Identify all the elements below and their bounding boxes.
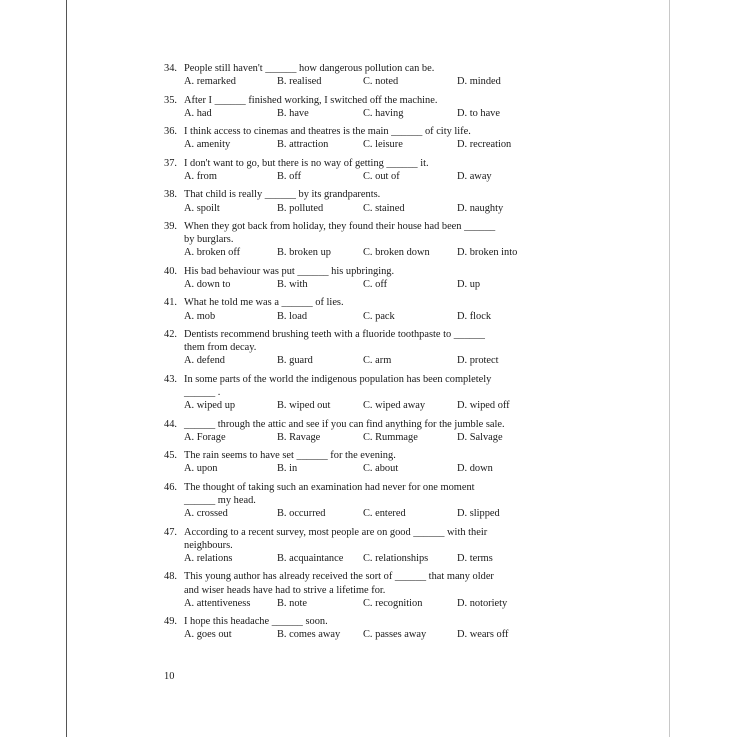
question-text: After I ______ finished working, I switched off the machine. bbox=[184, 94, 438, 106]
option-a: A. mob bbox=[184, 310, 216, 322]
option-d: D. up bbox=[457, 278, 481, 290]
option-a: A. remarked bbox=[184, 76, 236, 88]
question-text: ______ through the attic and see if you can find anything for the jumble sale. bbox=[184, 418, 505, 430]
option-c: C. off bbox=[363, 278, 388, 290]
question-item bbox=[164, 296, 584, 322]
option-a: A. wiped up bbox=[184, 400, 236, 412]
option-d: D. recreation bbox=[457, 139, 512, 151]
question-item bbox=[164, 615, 584, 641]
question-number: 44. bbox=[164, 418, 177, 430]
question-stem bbox=[164, 615, 584, 628]
question-item bbox=[164, 418, 584, 444]
option-a: A. down to bbox=[184, 278, 231, 290]
question-number: 39. bbox=[164, 220, 177, 232]
answer-options bbox=[164, 431, 584, 444]
question-item bbox=[164, 125, 584, 151]
question-number: 38. bbox=[164, 189, 177, 201]
option-b: B. occurred bbox=[277, 508, 326, 520]
option-d: D. protect bbox=[457, 355, 499, 367]
option-b: B. wiped out bbox=[277, 400, 331, 412]
answer-options bbox=[164, 399, 584, 412]
question-stem bbox=[164, 220, 584, 233]
option-c: C. passes away bbox=[363, 629, 427, 641]
question-text: In some parts of the world the indigenous population has been completely bbox=[184, 373, 492, 385]
option-a: A. attentiveness bbox=[184, 597, 251, 609]
question-item bbox=[164, 188, 584, 214]
question-text: His bad behaviour was put ______ his upbringing. bbox=[184, 265, 395, 277]
option-b: B. guard bbox=[277, 355, 313, 367]
answer-options bbox=[164, 246, 584, 259]
question-stem bbox=[164, 328, 584, 341]
question-stem bbox=[164, 62, 584, 75]
answer-options bbox=[164, 278, 584, 291]
answer-options bbox=[164, 170, 584, 183]
question-list bbox=[164, 62, 584, 647]
option-b: B. Ravage bbox=[277, 431, 321, 443]
question-stem bbox=[164, 373, 584, 386]
answer-options bbox=[164, 202, 584, 215]
question-text: This young author has already received the sort of ______ that many older bbox=[184, 571, 494, 583]
question-item bbox=[164, 220, 584, 260]
question-text-continued: neighbours. bbox=[184, 539, 233, 551]
option-c: C. leisure bbox=[363, 139, 403, 151]
answer-options bbox=[164, 138, 584, 151]
option-d: D. Salvage bbox=[457, 431, 503, 443]
question-item bbox=[164, 157, 584, 183]
option-c: C. recognition bbox=[363, 597, 423, 609]
option-d: D. to have bbox=[457, 107, 500, 119]
question-stem bbox=[164, 125, 584, 138]
option-b: B. broken up bbox=[277, 247, 331, 259]
option-a: A. spoilt bbox=[184, 202, 220, 214]
question-stem bbox=[164, 94, 584, 107]
answer-options bbox=[164, 628, 584, 641]
page-number: 10 bbox=[164, 671, 175, 682]
option-b: B. acquaintance bbox=[277, 552, 344, 564]
option-c: C. having bbox=[363, 107, 404, 119]
option-a: A. relations bbox=[184, 552, 233, 564]
question-item bbox=[164, 265, 584, 291]
question-item bbox=[164, 449, 584, 475]
question-number: 49. bbox=[164, 616, 177, 628]
question-text-continued: them from decay. bbox=[184, 342, 257, 354]
option-a: A. upon bbox=[184, 463, 218, 475]
option-a: A. had bbox=[184, 107, 212, 119]
option-a: A. crossed bbox=[184, 508, 228, 520]
option-a: A. defend bbox=[184, 355, 225, 367]
answer-options bbox=[164, 354, 584, 367]
option-b: B. comes away bbox=[277, 629, 341, 641]
option-d: D. wears off bbox=[457, 629, 509, 641]
option-d: D. broken into bbox=[457, 247, 518, 259]
option-c: C. about bbox=[363, 463, 399, 475]
question-item bbox=[164, 526, 584, 566]
answer-options bbox=[164, 597, 584, 610]
question-item bbox=[164, 570, 584, 610]
option-b: B. with bbox=[277, 278, 308, 290]
option-d: D. away bbox=[457, 170, 492, 182]
option-c: C. arm bbox=[363, 355, 392, 367]
question-number: 40. bbox=[164, 265, 177, 277]
answer-options bbox=[164, 462, 584, 475]
option-a: A. from bbox=[184, 170, 217, 182]
option-b: B. have bbox=[277, 107, 309, 119]
question-number: 47. bbox=[164, 526, 177, 538]
question-number: 48. bbox=[164, 571, 177, 583]
option-c: C. pack bbox=[363, 310, 395, 322]
option-c: C. Rummage bbox=[363, 431, 418, 443]
question-text: Dentists recommend brushing teeth with a fluoride toothpaste to ______ bbox=[184, 328, 485, 340]
question-number: 43. bbox=[164, 373, 177, 385]
option-d: D. flock bbox=[457, 310, 492, 322]
question-number: 46. bbox=[164, 481, 177, 493]
question-item bbox=[164, 373, 584, 413]
option-a: A. broken off bbox=[184, 247, 241, 259]
question-item bbox=[164, 94, 584, 120]
question-number: 42. bbox=[164, 328, 177, 340]
option-d: D. naughty bbox=[457, 202, 504, 214]
question-text-continued: ______ my head. bbox=[184, 494, 256, 506]
question-text: I don't want to go, but there is no way of getting ______ it. bbox=[184, 157, 429, 169]
option-b: B. realised bbox=[277, 76, 322, 88]
question-stem bbox=[164, 449, 584, 462]
option-c: C. noted bbox=[363, 76, 399, 88]
option-b: B. load bbox=[277, 310, 308, 322]
option-d: D. wiped off bbox=[457, 400, 510, 412]
question-text: That child is really ______ by its grandparents. bbox=[184, 189, 381, 201]
answer-options bbox=[164, 507, 584, 520]
option-d: D. slipped bbox=[457, 508, 500, 520]
question-stem bbox=[164, 157, 584, 170]
option-b: B. attraction bbox=[277, 139, 329, 151]
question-stem bbox=[164, 188, 584, 201]
option-a: A. goes out bbox=[184, 629, 232, 641]
question-text-continued: and wiser heads have had to strive a lifetime for. bbox=[184, 584, 386, 596]
option-b: B. note bbox=[277, 597, 308, 609]
question-text: I hope this headache ______ soon. bbox=[184, 616, 328, 628]
question-stem bbox=[164, 296, 584, 309]
worksheet-page bbox=[66, 0, 670, 737]
option-c: C. stained bbox=[363, 202, 405, 214]
option-c: C. broken down bbox=[363, 247, 430, 259]
question-number: 45. bbox=[164, 450, 177, 462]
question-stem bbox=[164, 526, 584, 539]
option-a: A. Forage bbox=[184, 431, 226, 443]
option-b: B. off bbox=[277, 170, 302, 182]
answer-options bbox=[164, 310, 584, 323]
question-item bbox=[164, 328, 584, 368]
option-d: D. down bbox=[457, 463, 493, 475]
question-text: I think access to cinemas and theatres is the main ______ of city life. bbox=[184, 126, 471, 138]
question-item bbox=[164, 62, 584, 88]
question-number: 37. bbox=[164, 157, 177, 169]
option-b: B. polluted bbox=[277, 202, 324, 214]
question-text-continued: by burglars. bbox=[184, 234, 234, 246]
option-d: D. terms bbox=[457, 552, 493, 564]
question-text: According to a recent survey, most people are on good ______ with their bbox=[184, 526, 488, 538]
option-d: D. minded bbox=[457, 76, 501, 88]
answer-options bbox=[164, 75, 584, 88]
option-a: A. amenity bbox=[184, 139, 231, 151]
answer-options bbox=[164, 552, 584, 565]
question-text-continued: ______ . bbox=[184, 386, 221, 398]
question-number: 35. bbox=[164, 94, 177, 106]
question-stem bbox=[164, 265, 584, 278]
question-number: 36. bbox=[164, 126, 177, 138]
option-c: C. entered bbox=[363, 508, 406, 520]
question-stem bbox=[164, 570, 584, 583]
answer-options bbox=[164, 107, 584, 120]
option-d: D. notoriety bbox=[457, 597, 508, 609]
question-text: People still haven't ______ how dangerous pollution can be. bbox=[184, 63, 435, 74]
question-stem bbox=[164, 481, 584, 494]
option-b: B. in bbox=[277, 463, 298, 475]
question-text: The thought of taking such an examination had never for one moment bbox=[184, 481, 475, 493]
question-text: The rain seems to have set ______ for the evening. bbox=[184, 450, 396, 462]
question-number: 41. bbox=[164, 297, 177, 309]
question-number: 34. bbox=[164, 63, 177, 74]
question-text: What he told me was a ______ of lies. bbox=[184, 297, 344, 309]
question-item bbox=[164, 481, 584, 521]
option-c: C. out of bbox=[363, 170, 400, 182]
option-c: C. relationships bbox=[363, 552, 429, 564]
question-text: When they got back from holiday, they found their house had been ______ bbox=[184, 220, 496, 232]
question-stem bbox=[164, 418, 584, 431]
option-c: C. wiped away bbox=[363, 400, 426, 412]
